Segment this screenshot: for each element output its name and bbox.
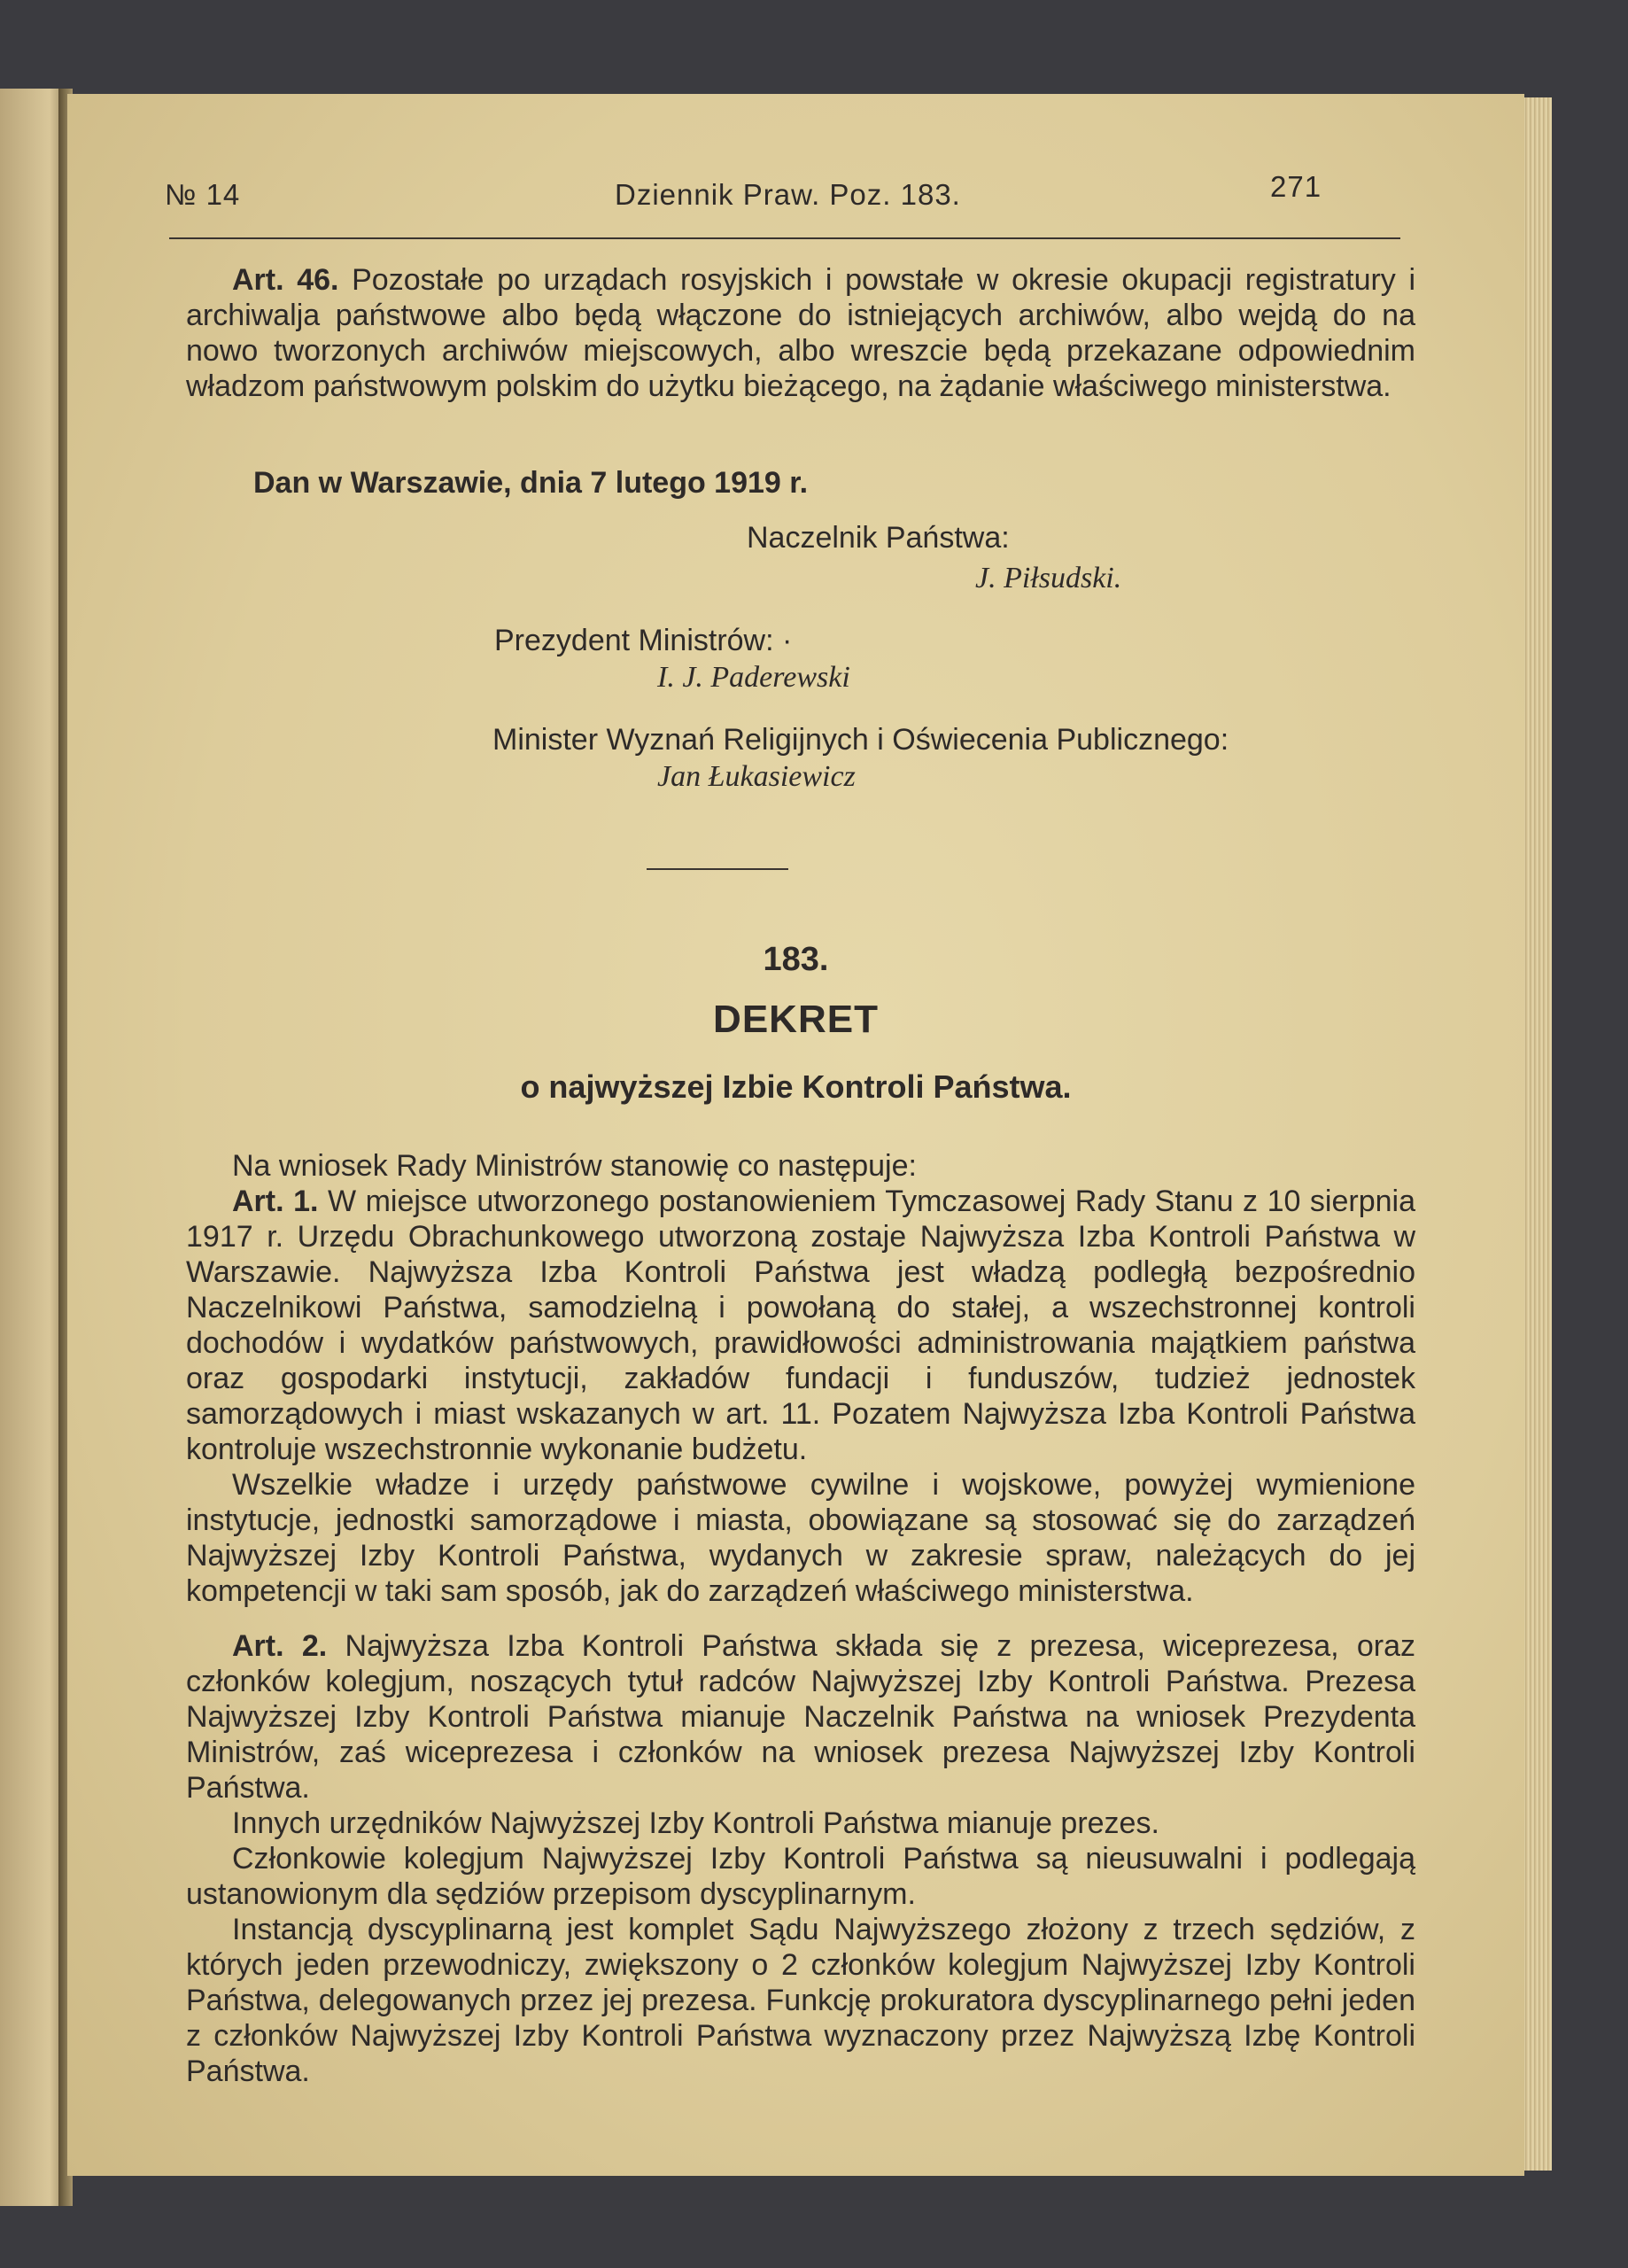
- article-1-text: W miejsce utworzonego postanowieniem Tymczasowej Rady Stanu z 10 sierpnia 1917 r. Urzędu Obrachunkowego utworzoną zostaje Najwyższa Izba Kontroli Państwa w Warszawie. Najwyższa Izba Kontroli Państwa jest władzą podległą bezpośrednio Naczelnikowi Państwa, samodzielną i powołaną do stałej, a wszechstronnej kontroli dochodów i wydatków państwowych, prawidłowości administrowania majątkiem państwa oraz gospodarki instytucji, zakładów fundacji i funduszów, tudzież jednostek samorządowych i miast wskazanych w art. 11. Pozatem Najwyższa Izba Kontroli Państwa kontroluje wszechstronnie wykonanie budżetu.: [186, 1184, 1415, 1466]
- date-line: Dan w Warszawie, dnia 7 lutego 1919 r.: [253, 466, 809, 500]
- article-2-text: Najwyższa Izba Kontroli Państwa składa się z prezesa, wiceprezesa, oraz członków kolegjum, noszących tytuł radców Najwyższej Izby Kontroli Państwa. Prezesa Najwyższej Izby Kontroli Państwa mianuje Naczelnik Państwa na wniosek Prezydenta Ministrów, zaś wiceprezesa i członków na wniosek prezesa Najwyższej Izby Kontroli Państwa.: [186, 1629, 1416, 1805]
- document-page: [67, 94, 1524, 2176]
- decree-subject: o najwyższej Izbie Kontroli Państwa.: [520, 1068, 1072, 1105]
- decree-number: 183.: [763, 941, 829, 978]
- prime-minister-name: I. J. Paderewski: [657, 661, 850, 694]
- decree-type: DEKRET: [713, 998, 879, 1041]
- section-divider: [647, 868, 788, 870]
- minister-name: Jan Łukasiewicz: [657, 760, 856, 793]
- journal-title: Dziennik Praw. Poz. 183.: [615, 178, 961, 211]
- article-2-paragraph-4: Instancją dyscyplinarną jest komplet Sądu Najwyższego złożony z trzech sędziów, z których jeden przewodniczy, zwiększony o 2 członków kolegjum Najwyższej Izby Kontroli Państwa, delegowanych przez jej prezesa. Funkcję prokuratora dyscyplinarnego pełni jeden z członków Najwyższej Izby Kontroli Państwa wyznaczony przez Najwyższą Izbę Kontroli Państwa.: [186, 1913, 1415, 2088]
- article-46-text: Pozostałe po urządach rosyjskich i powstałe w okresie okupacji registratury i archiwalja państwowe albo będą włączone do istniejących archiwów, albo wejdą do na nowo tworzonych archiwów miejscowych, albo wreszcie będą przekazane odpowiednim władzom państwowym polskim do użytku bieżącego, na żądanie właściwego ministerstwa.: [186, 263, 1415, 403]
- minister-title: Minister Wyznań Religijnych i Oświecenia Publicznego:: [492, 723, 1229, 757]
- head-of-state-title: Naczelnik Państwa:: [747, 521, 1010, 555]
- page-stack-edge: [1522, 97, 1552, 2171]
- article-1-label: Art. 1.: [232, 1184, 319, 1218]
- preamble: Na wniosek Rady Ministrów stanowię co następuje:: [232, 1149, 917, 1183]
- article-46: [186, 262, 1415, 404]
- article-46-label: Art. 46.: [232, 263, 339, 297]
- issue-number: № 14: [165, 178, 241, 211]
- article-2-label: Art. 2.: [232, 1629, 328, 1663]
- article-2-paragraph-3: Członkowie kolegjum Najwyższej Izby Kontroli Państwa są nieusuwalni i podlegają ustanowionym dla sędziów przepisom dyscyplinarnym.: [186, 1842, 1415, 1911]
- prime-minister-title: Prezydent Ministrów: ·: [494, 624, 793, 657]
- article-1-paragraph-2: Wszelkie władze i urzędy państwowe cywilne i wojskowe, powyżej wymienione instytucje, jednostki samorządowe i miasta, obowiązane są stosować się do zarządzeń Najwyższej Izby Kontroli Państwa, wydanych w zakresie spraw, należących do jej kompetencji w taki sam sposób, jak do zarządzeń właściwego ministerstwa.: [186, 1468, 1415, 1608]
- decree-body: [186, 1148, 1415, 2089]
- header-rule: [169, 237, 1400, 239]
- page-number: 271: [1270, 170, 1322, 203]
- article-2-paragraph-2: Innych urzędników Najwyższej Izby Kontroli Państwa mianuje prezes.: [232, 1806, 1159, 1840]
- head-of-state-name: J. Piłsudski.: [975, 562, 1122, 594]
